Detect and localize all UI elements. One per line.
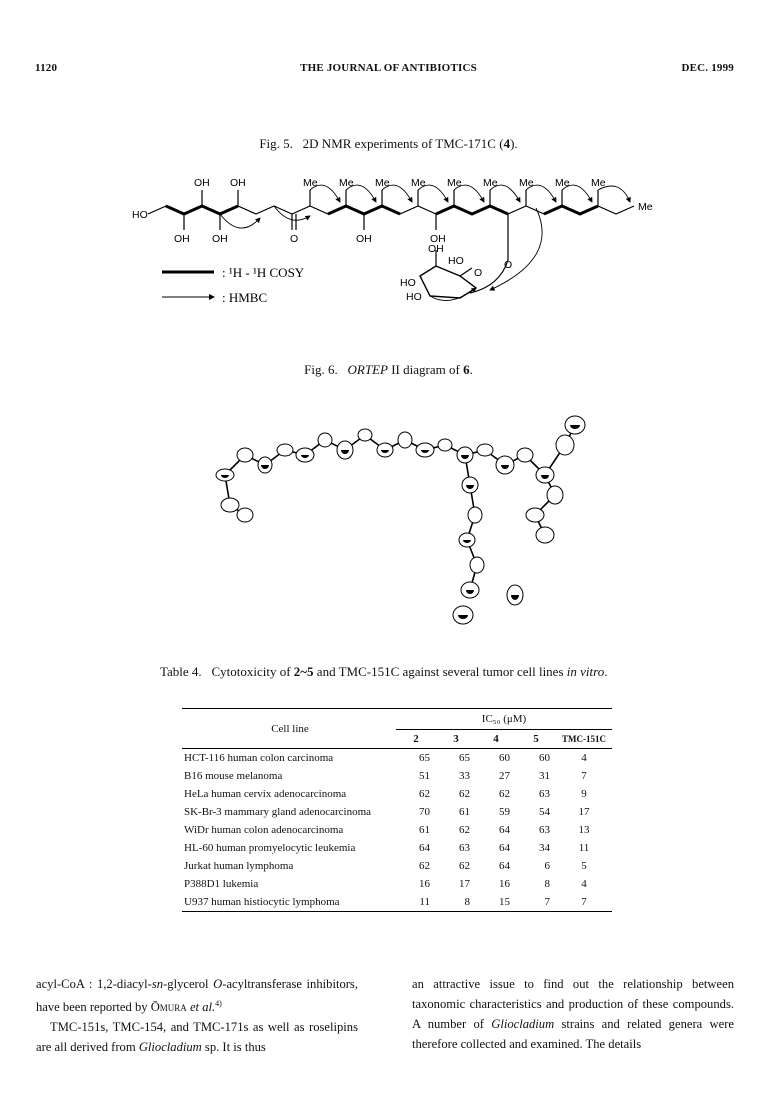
ic50-value: 60 [499, 752, 510, 764]
nmr-structure-diagram [130, 168, 660, 318]
svg-text:Me: Me [339, 177, 354, 189]
fig5-caption-end: ). [510, 136, 518, 151]
cell-line-name: P388D1 lukemia [184, 878, 259, 890]
ic50-value: 16 [419, 878, 430, 890]
table-row [182, 803, 612, 821]
table-row [182, 875, 612, 893]
ic50-value: 63 [539, 824, 550, 836]
ic50-value: 62 [459, 824, 470, 836]
ic50-value: 9 [581, 788, 587, 800]
page-number: 1120 [35, 62, 58, 74]
svg-text:Me: Me [411, 177, 426, 189]
ic50-value: 31 [539, 770, 550, 782]
table-row [182, 893, 612, 912]
ic50-value: 13 [578, 824, 590, 836]
table-row [182, 857, 612, 875]
fig6-label: Fig. 6. [304, 362, 338, 377]
ic50-value: 33 [459, 770, 470, 782]
ic50-value: 62 [419, 788, 430, 800]
author-name: Ōmura [150, 1000, 187, 1015]
fig5-label: Fig. 5. [259, 136, 293, 151]
ic50-value: 4 [581, 878, 587, 890]
svg-text:Me: Me [303, 177, 318, 189]
cell-line-name: Jurkat human lymphoma [184, 860, 294, 872]
svg-text:Me: Me [519, 177, 534, 189]
ic50-value: 65 [459, 752, 470, 764]
fig5-caption-text: 2D NMR experiments of TMC-171C ( [302, 136, 504, 151]
col-compound-4: 4 [476, 730, 516, 749]
col-compound-2: 2 [396, 730, 436, 749]
ic50-value: 62 [459, 788, 470, 800]
ortep-diagram [205, 395, 605, 625]
fig6-caption-end: . [469, 362, 473, 377]
svg-text:OH: OH [230, 177, 246, 189]
svg-text:Me: Me [483, 177, 498, 189]
ic50-value: 16 [499, 878, 510, 890]
body-column-right [412, 974, 734, 1054]
col-ic50: IC₅₀ (μM) [396, 709, 612, 730]
col-compound-3: 3 [436, 730, 476, 749]
paragraph: acyl-CoA : 1,2-diacyl-sn-glycerol O-acyltransferase inhibitors, have been reported by Ōmura et al.$^{4)}$ [36, 977, 358, 1015]
legend-hmbc: : HMBC [222, 290, 268, 305]
ic50-value: 62 [419, 860, 430, 872]
ic50-value: 59 [499, 806, 510, 818]
fig5-caption [0, 136, 777, 152]
ic50-value: 61 [419, 824, 430, 836]
svg-text:O: O [474, 267, 483, 279]
legend-cosy: : ¹H - ¹H COSY [222, 265, 305, 280]
table-row [182, 821, 612, 839]
cell-line-name: B16 mouse melanoma [184, 770, 283, 782]
ic50-value: 54 [539, 806, 550, 818]
ic50-value: 11 [578, 842, 590, 854]
svg-text:OH: OH [430, 233, 446, 245]
ic50-value: 34 [539, 842, 550, 854]
col-compound-5: 5 [516, 730, 556, 749]
svg-text:O: O [290, 233, 299, 245]
cell-line-name: SK-Br-3 mammary gland adenocarcinoma [184, 806, 372, 818]
ho-label: HO [132, 209, 148, 221]
ic50-value: 17 [578, 806, 590, 818]
ic50-value: 11 [396, 893, 436, 912]
svg-text:HO: HO [400, 277, 416, 289]
ic50-value: 64 [499, 824, 510, 836]
ic50-value: 62 [459, 860, 470, 872]
svg-text:Me: Me [447, 177, 462, 189]
ic50-value: 64 [419, 842, 430, 854]
issue-date: DEC. 1999 [681, 62, 734, 74]
svg-text:Me: Me [638, 201, 653, 213]
table-row [182, 839, 612, 857]
svg-text:OH: OH [174, 233, 190, 245]
ic50-value: 5 [581, 860, 587, 872]
ic50-value: 7 [556, 893, 612, 912]
ic50-value: 65 [419, 752, 430, 764]
ic50-value: 7 [516, 893, 556, 912]
svg-text:Me: Me [591, 177, 606, 189]
ic50-value: 51 [419, 770, 430, 782]
cell-line-name: HL-60 human promyelocytic leukemia [184, 842, 356, 854]
cell-line-name: HCT-116 human colon carcinoma [184, 752, 334, 764]
svg-text:OH: OH [428, 243, 444, 255]
svg-text:HO: HO [406, 291, 422, 303]
journal-title: THE JOURNAL OF ANTIBIOTICS [300, 62, 477, 74]
svg-text:Me: Me [555, 177, 570, 189]
ic50-value: 15 [476, 893, 516, 912]
table-row [182, 785, 612, 803]
body-column-left [36, 974, 358, 1057]
paragraph: TMC-151s, TMC-154, and TMC-171s as well as roselipins are all derived from Gliocladium sp. It is thus [36, 1020, 358, 1055]
col-cell-line: Cell line [182, 709, 396, 749]
ic50-value: 63 [539, 788, 550, 800]
ic50-value: 62 [499, 788, 510, 800]
col-compound-tmc151c: TMC-151C [556, 730, 612, 749]
ic50-value: 27 [499, 770, 510, 782]
table4-caption: Table 4. Cytotoxicity of 2~5 and TMC-151C against several tumor cell lines in vitro. [160, 664, 608, 679]
paragraph: an attractive issue to find out the relationship between taxonomic characteristics and production of these compounds. A number of Gliocladium strains and related genera were therefore collected and examined. The details [412, 977, 734, 1051]
ic50-value: 8 [436, 893, 476, 912]
ic50-value: 6 [544, 860, 550, 872]
fig6-compound: 6 [463, 362, 470, 377]
svg-text:OH: OH [194, 177, 210, 189]
table-row [182, 767, 612, 785]
fig5-compound: 4 [503, 136, 511, 151]
ic50-value: 8 [544, 878, 550, 890]
ic50-value: 61 [459, 806, 470, 818]
svg-text:OH: OH [212, 233, 228, 245]
fig6-caption-text: II diagram of [387, 362, 464, 377]
table4-range: 2~5 [293, 664, 314, 679]
table4-label: Table 4. [160, 664, 202, 679]
ic50-value: 7 [581, 770, 587, 782]
ic50-value: 60 [539, 752, 550, 764]
svg-text:OH: OH [356, 233, 372, 245]
fig6-ortep: ORTEP [347, 362, 388, 377]
ic50-value: 17 [459, 878, 470, 890]
svg-text:Me: Me [375, 177, 390, 189]
svg-text:HO: HO [448, 255, 464, 267]
cell-line-name: HeLa human cervix adenocarcinoma [184, 788, 347, 800]
ic50-value: 70 [419, 806, 430, 818]
reference-mark: 4) [215, 999, 222, 1008]
ic50-value: 63 [459, 842, 470, 854]
cell-line-name: WiDr human colon adenocarcinoma [184, 824, 344, 836]
cytotoxicity-table [182, 708, 612, 912]
table-row [182, 749, 612, 768]
cell-line-name: U937 human histiocytic lymphoma [182, 893, 396, 912]
ic50-value: 64 [499, 842, 510, 854]
ic50-value: 4 [581, 752, 587, 764]
svg-text:O: O [504, 259, 513, 271]
fig6-caption [0, 362, 777, 378]
ic50-value: 64 [499, 860, 510, 872]
